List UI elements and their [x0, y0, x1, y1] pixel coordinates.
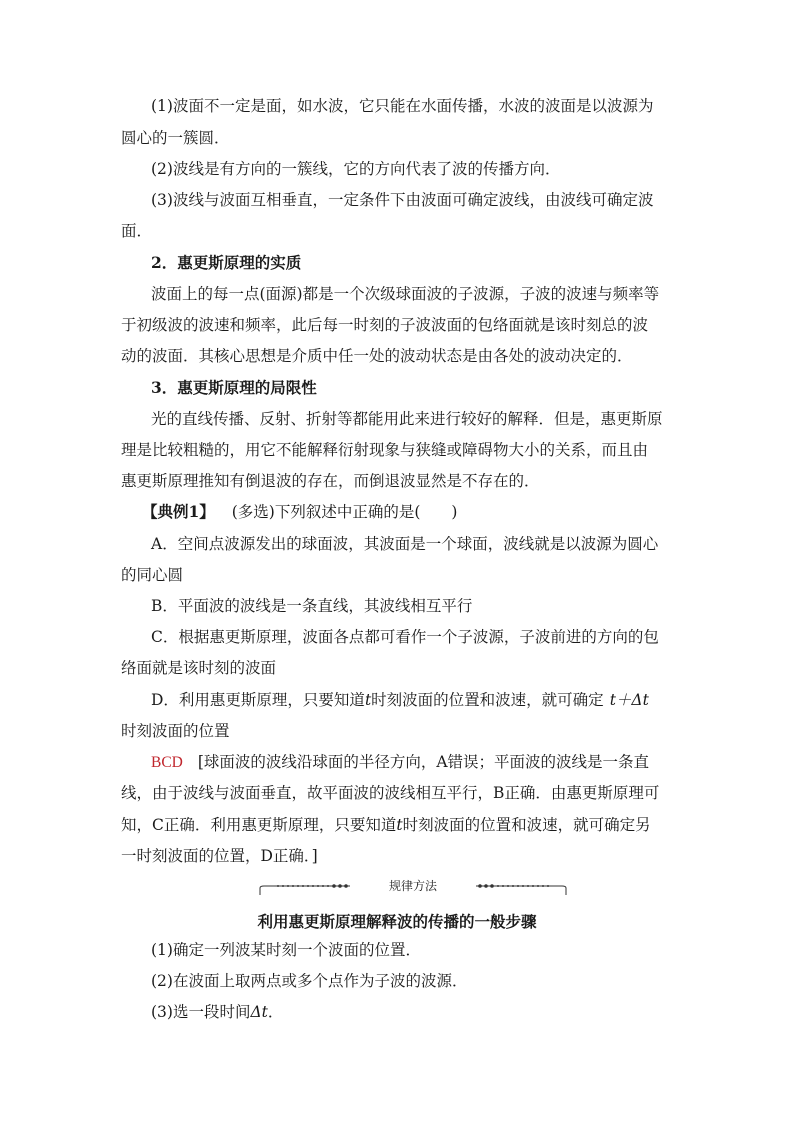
paragraph-line: 理是比较粗糙的，用它不能解释衍射现象与狭缝或障碍物大小的关系，而且由 — [121, 441, 649, 459]
paragraph-line: 圆心的一簇圆． — [121, 129, 230, 147]
step-line — [151, 1002, 283, 1022]
example-tag: 【典例1】 — [142, 502, 215, 521]
paragraph-line: 惠更斯原理推知有倒退波的存在，而倒退波显然是不存在的． — [121, 472, 540, 490]
solution-line — [151, 752, 649, 773]
paragraph-line: (1)波面不一定是面，如水波，它只能在水面传播，水波的波面是以波源为 — [151, 97, 654, 115]
paragraph-line: 波面上的每一点(面源)都是一个次级球面波的子波源，子波的波速与频率等 — [151, 285, 660, 303]
section-heading: 2．惠更斯原理的实质 — [151, 253, 302, 272]
option-text: D．利用惠更斯原理，只要知道 — [151, 691, 365, 709]
solution-line: 一时刻波面的位置，D正确．] — [121, 847, 318, 865]
option-text: 时刻波面的位置和波速，就可确定 — [371, 691, 604, 709]
math-var: t — [364, 691, 372, 709]
solution-text: [球面波的波线沿球面的半径方向，A错误；平面波的波线是一条直 — [197, 753, 650, 771]
option-line: B．平面波的波线是一条直线，其波线相互平行 — [151, 597, 473, 615]
option-line: 时刻波面的位置 — [121, 722, 230, 740]
step-text: (3)选一段时间 — [151, 1003, 251, 1021]
step-line: (1)确定一列波某时刻一个波面的位置． — [151, 941, 421, 959]
section-heading: 3．惠更斯原理的局限性 — [151, 378, 317, 397]
method-badge: 规律方法 — [388, 879, 437, 893]
math-expr: t＋Δt — [609, 691, 649, 709]
step-text: ． — [267, 1003, 284, 1021]
option-line: A．空间点波源发出的球面波，其波面是一个球面，波线就是以波源为圆心 — [151, 535, 659, 553]
paragraph-line: 动的波面．其核心思想是介质中任一处的波动状态是由各处的波动决定的． — [121, 347, 633, 365]
example-heading — [142, 502, 457, 522]
solution-line — [121, 815, 651, 835]
option-line: C．根据惠更斯原理，波面各点都可看作一个子波源，子波前进的方向的包 — [151, 628, 659, 646]
solution-text: 知，C正确．利用惠更斯原理，只要知道 — [121, 816, 397, 834]
paragraph-line: 面． — [121, 222, 153, 240]
math-expr: Δt — [250, 1003, 268, 1021]
answer-label: BCD — [151, 754, 183, 771]
option-line — [151, 690, 649, 710]
paragraph-line: 于初级波的波速和频率，此后每一时刻的子波波面的包络面就是该时刻总的波 — [121, 316, 649, 334]
paragraph-line: (2)波线是有方向的一簇线，它的方向代表了波的传播方向． — [151, 160, 561, 178]
paragraph-line: 光的直线传播、反射、折射等都能用此来进行较好的解释．但是，惠更斯原 — [151, 410, 663, 428]
solution-text: 时刻波面的位置和波速，就可确定另 — [402, 816, 651, 834]
option-line: 络面就是该时刻的波面 — [121, 659, 277, 677]
math-var: t — [396, 816, 403, 834]
paragraph-line: (3)波线与波面互相垂直，一定条件下由波面可确定波线，由波线可确定波 — [151, 191, 654, 209]
solution-line: 线，由于波线与波面垂直，故平面波的波线相互平行，B正确．由惠更斯原理可 — [121, 784, 660, 802]
method-title: 利用惠更斯原理解释波的传播的一般步骤 — [257, 912, 537, 931]
method-badge-bar — [258, 878, 568, 896]
example-stem: (多选)下列叙述中正确的是( ) — [231, 503, 458, 521]
step-line: (2)在波面上取两点或多个点作为子波的波源． — [151, 972, 468, 990]
option-line: 的同心圆 — [121, 566, 184, 584]
